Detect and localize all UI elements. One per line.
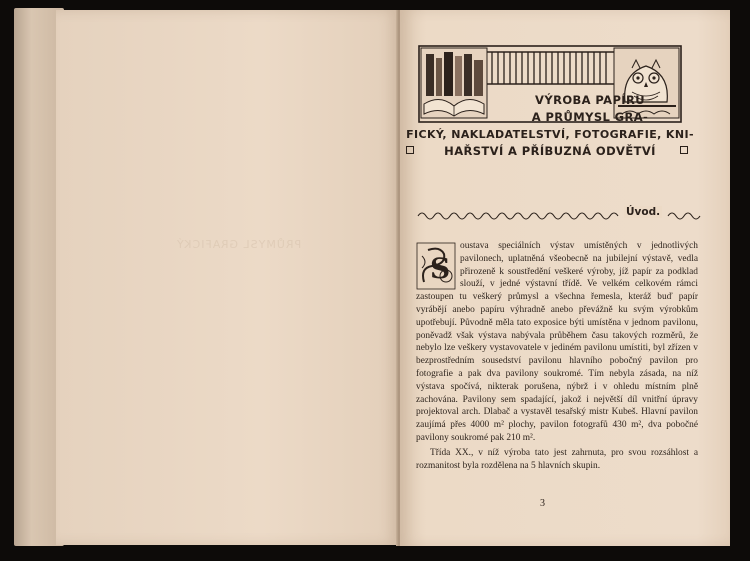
square-ornament-left (406, 146, 414, 154)
page-number: 3 (540, 498, 545, 509)
square-ornament-right (680, 146, 688, 154)
title-line-1: VÝROBA PAPÍRU (535, 93, 645, 107)
section-heading: Úvod. (626, 206, 661, 218)
paragraph-2: Třída XX., v níž výroba tato jest zahrnuta, pro svou rozsáhlost a rozmanitost byla rozdělena na 5 hlavních skupin. (416, 447, 698, 471)
title-line-2: A PRŮMYSL GRA- (531, 110, 649, 124)
paragraph-1: oustava speciálních výstav umístěných v jednotlivých pavilonech, uplatněná všeobecně na jubilejní výstavě, vedla přirozeně k soustředění veškeré výroby, jíž papír za podklad slouží, v jedné výstavní třídě. Ve velkém celkovém rámci zastoupen tu veškerý průmysl a všechna řemesla, kteráž buď papír vyrábějí anebo papíru výhradně anebo převážně ku svým výrobkům upotřebují. Původně měla tato exposice býti umístěna v jednom pavilonu, poněvadž však výstava nabývala průběhem času takových rozměrů, že nebylo lze veškery vystavovatele v jediném pavilonu umístiti, byl zřízen v bezprostředním sousedství pavilonu hlavního pobočný pavilon pro fotografie a pak dva pavilony soukromé. Tím nebyla zásada, na níž výstava spočívá, nikterak porušena, nýbrž i v ohledu místním plně zachována. Pavilony sem spadající, jakož i největší díl vnitřní úpravy projektoval arch. Dlabač a vystavěl tesařský mistr Kubeš. Hlavní pavilon zaujímá přes 4000 m² plochy, pavilon fotografů 430 m², dva pobočné pavilony soukromé pak 210 m². (416, 241, 698, 443)
right-page (400, 10, 730, 546)
chapter-title (400, 92, 700, 160)
title-line-3: FICKÝ, NAKLADATELSTVÍ, FOTOGRAFIE, KNI- (406, 128, 694, 141)
body-text (416, 240, 698, 472)
decorative-initial-s (416, 242, 456, 290)
bleed-through-text: PRŮMYSL GRAFICKÝ (176, 238, 302, 251)
bars-ornament (487, 52, 614, 84)
dropcap-letter: S (430, 252, 451, 285)
title-line-4: HAŘSTVÍ A PŘÍBUZNÁ ODVĚTVÍ (444, 144, 656, 158)
left-page (56, 10, 399, 545)
